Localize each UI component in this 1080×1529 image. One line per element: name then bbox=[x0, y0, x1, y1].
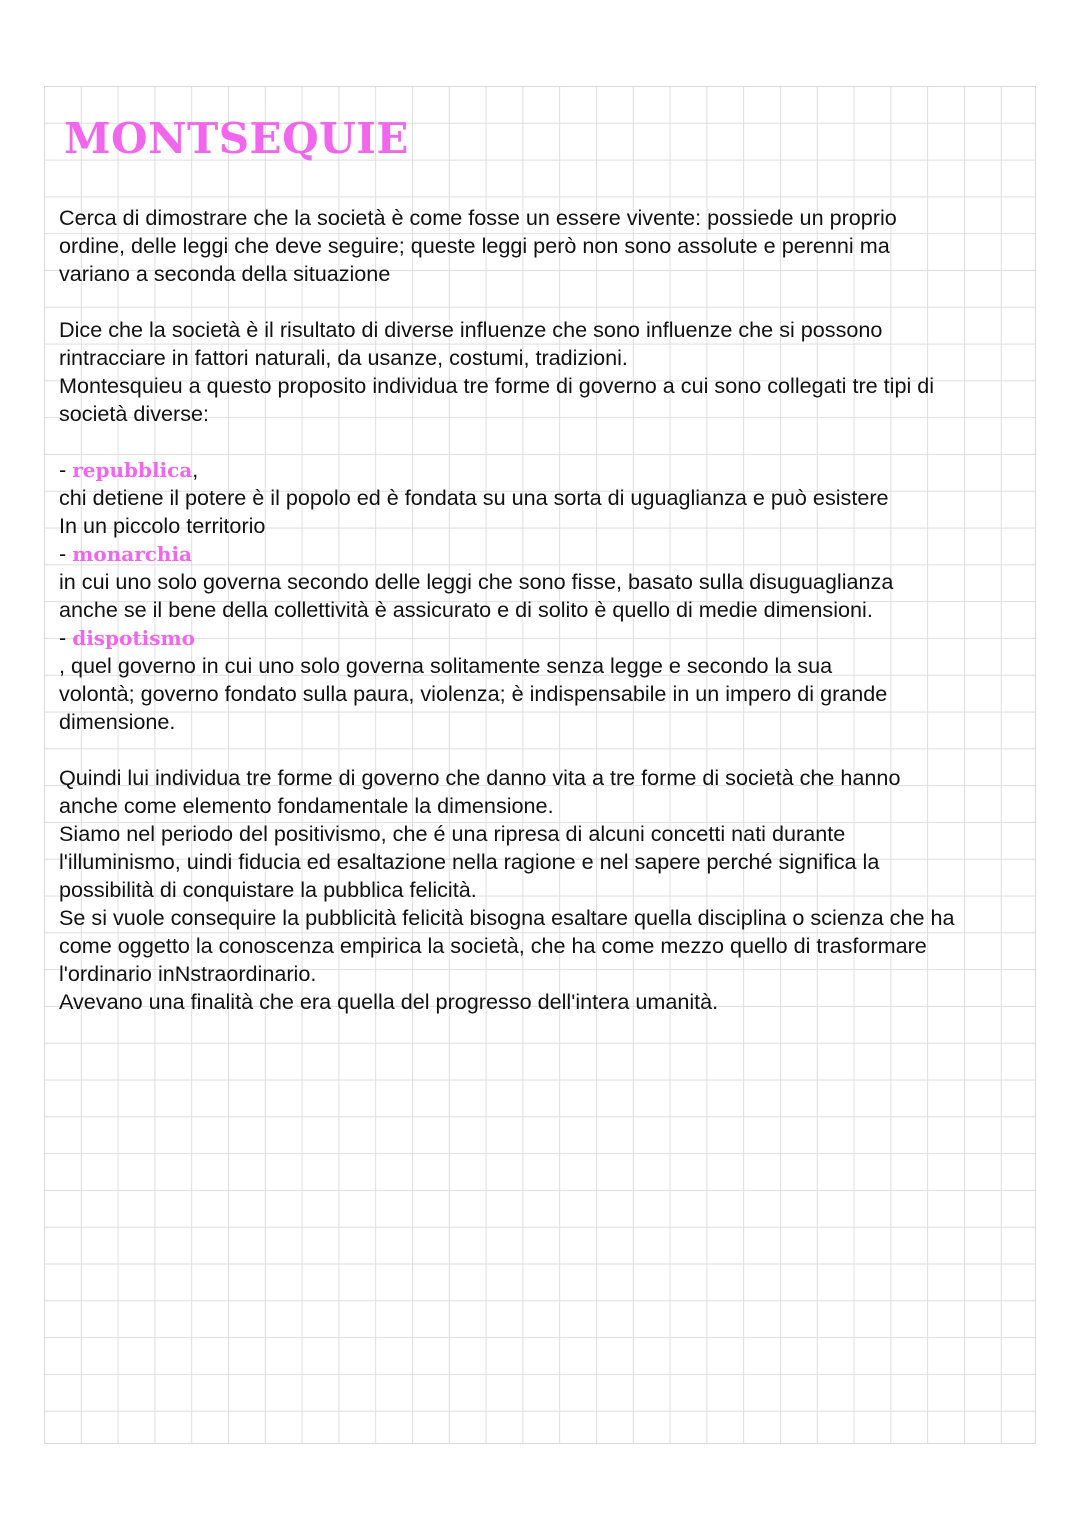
page-title: MONTSEQUIE bbox=[64, 114, 409, 163]
list-dash: - bbox=[59, 541, 73, 566]
text-line: Quindi lui individua tre forme di governo che danno vita a tre forme di società che hanno bbox=[59, 765, 901, 790]
text-line: in cui uno solo governa secondo delle leggi che sono fisse, basato sulla disuguaglianza bbox=[59, 569, 894, 594]
term-dispotismo: dispotismo bbox=[72, 626, 195, 650]
list-dash: - bbox=[59, 625, 73, 650]
term-monarchia: monarchia bbox=[72, 542, 193, 566]
text-line: possibilità di conquistare la pubblica felicità. bbox=[59, 877, 477, 902]
text-line: Montesquieu a questo proposito individua tre forme di governo a cui sono collegati tre tipi di bbox=[59, 373, 935, 398]
note-body bbox=[59, 204, 1034, 1016]
text-line: l'ordinario inNstraordinario. bbox=[59, 961, 317, 986]
text-line: Se si vuole consequire la pubblicità felicità bisogna esaltare quella disciplina o scienza che ha bbox=[59, 905, 955, 930]
text-line: variano a seconda della situazione bbox=[59, 261, 391, 286]
text-line: chi detiene il potere è il popolo ed è fondata su una sorta di uguaglianza e può esistere bbox=[59, 485, 889, 510]
text-line: Avevano una finalità che era quella del progresso dell'intera umanità. bbox=[59, 989, 719, 1014]
form-heading-republic bbox=[59, 456, 1034, 484]
text-line: l'illuminismo, uindi fiducia ed esaltazione nella ragione e nel sapere perché significa la bbox=[59, 849, 880, 874]
text-line: Dice che la società è il risultato di diverse influenze che sono influenze che si possono bbox=[59, 317, 883, 342]
list-dash: - bbox=[59, 457, 73, 482]
term-punctuation: , bbox=[192, 457, 199, 482]
text-line: come oggetto la conoscenza empirica la società, che ha come mezzo quello di trasformare bbox=[59, 933, 927, 958]
form-heading-monarchy bbox=[59, 540, 1034, 568]
text-line: , quel governo in cui uno solo governa solitamente senza legge e secondo la sua bbox=[59, 653, 833, 678]
text-line: dimensione. bbox=[59, 709, 176, 734]
text-line: anche se il bene della collettività è assicurato e di solito è quello di medie dimensioni. bbox=[59, 597, 873, 622]
text-line: società diverse: bbox=[59, 401, 210, 426]
paragraph-gap bbox=[59, 428, 1034, 456]
text-line: Cerca di dimostrare che la società è come fosse un essere vivente: possiede un proprio bbox=[59, 205, 897, 230]
text-line: In un piccolo territorio bbox=[59, 513, 266, 538]
paragraph-gap bbox=[59, 288, 1034, 316]
text-line: volontà; governo fondato sulla paura, violenza; è indispensabile in un impero di grande bbox=[59, 681, 888, 706]
text-line: rintracciare in fattori naturali, da usanze, costumi, tradizioni. bbox=[59, 345, 628, 370]
text-line: ordine, delle leggi che deve seguire; queste leggi però non sono assolute e perenni ma bbox=[59, 233, 890, 258]
text-line: anche come elemento fondamentale la dimensione. bbox=[59, 793, 554, 818]
text-line: Siamo nel periodo del positivismo, che é una ripresa di alcuni concetti nati durante bbox=[59, 821, 846, 846]
paragraph-gap bbox=[59, 736, 1034, 764]
term-repubblica: repubblica bbox=[72, 458, 193, 482]
form-heading-despotism bbox=[59, 624, 1034, 652]
